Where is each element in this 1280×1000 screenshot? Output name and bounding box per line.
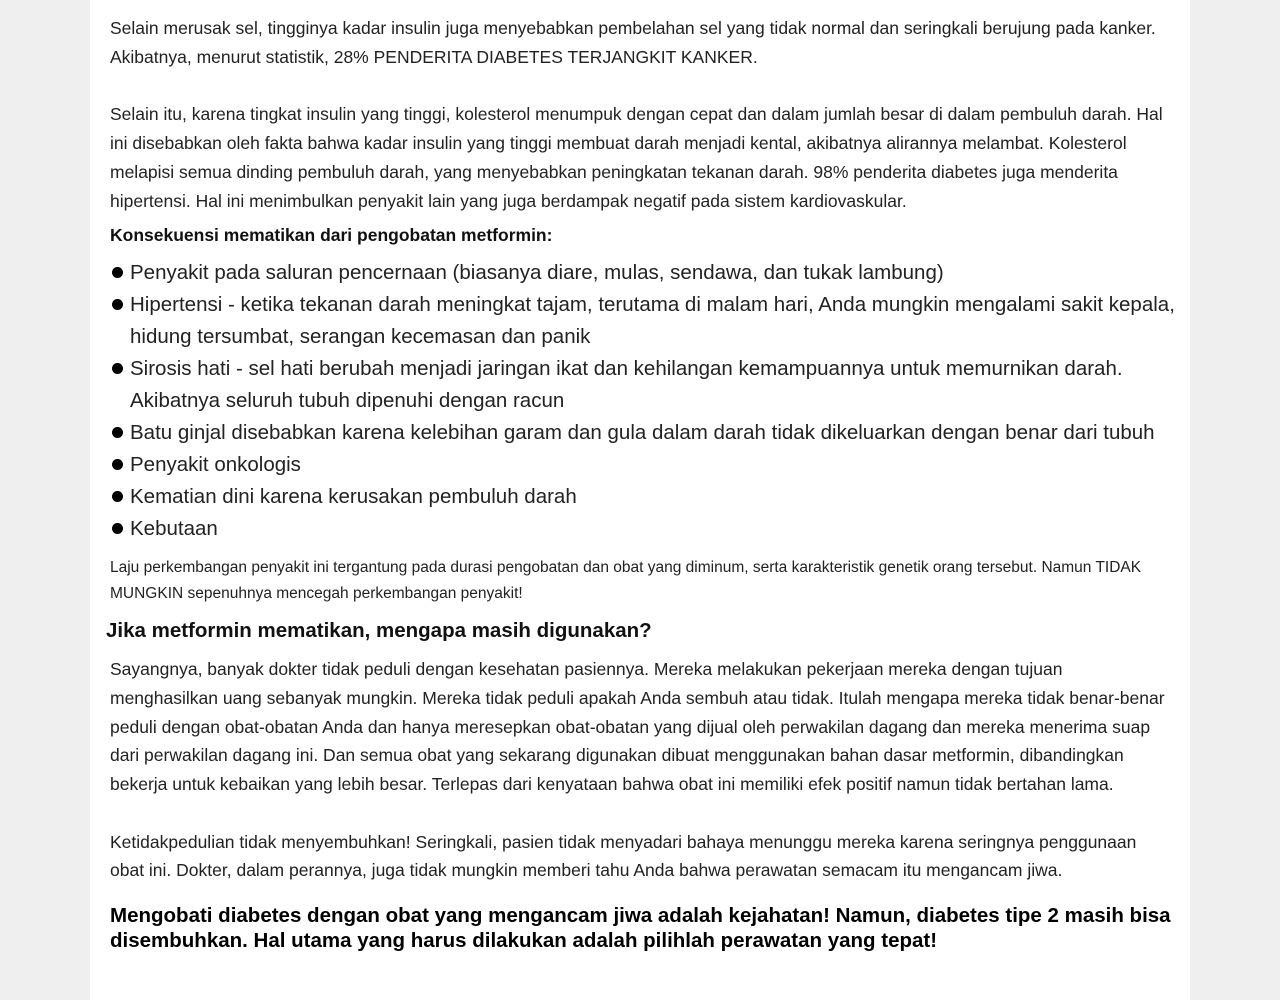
list-item-text: Hipertensi - ketika tekanan darah meningkat tajam, terutama di malam hari, Anda mungkin mengalami sakit kepala, hidung tersumbat, serangan kecemasan dan panik	[130, 293, 1175, 349]
consequences-list	[110, 257, 1175, 545]
bullet-icon	[112, 459, 123, 470]
list-item	[110, 513, 1175, 545]
list-item-text: Penyakit onkologis	[130, 453, 301, 477]
paragraph-cholesterol-hypertension: Selain itu, karena tingkat insulin yang tinggi, kolesterol menumpuk dengan cepat dan dalam jumlah besar di dalam pembuluh darah. Hal ini disebabkan oleh fakta bahwa kadar insulin yang tinggi membuat darah menjadi kental, akibatnya alirannya melambat. Kolesterol melapisi semua dinding pembuluh darah, yang menyebabkan peningkatan tekanan darah. 98% penderita diabetes juga menderita hipertensi. Hal ini menimbulkan penyakit lain yang juga berdampak negatif pada sistem kardiovaskular.	[110, 104, 1163, 211]
article-page	[90, 0, 1190, 1000]
disease-progression-note: Laju perkembangan penyakit ini tergantung pada durasi pengobatan dan obat yang diminum, serta karakteristik genetik orang tersebut. Namun TIDAK MUNGKIN sepenuhnya mencegah perkembangan penyakit!	[110, 559, 1142, 603]
paragraph-indifference: Ketidakpedulian tidak menyembuhkan! Seringkali, pasien tidak menyadari bahaya menunggu mereka karena seringnya penggunaan obat ini. Dokter, dalam perannya, juga tidak mungkin memberi tahu Anda bahwa perawatan semacam itu mengancam jiwa.	[110, 831, 1137, 881]
list-item	[110, 289, 1175, 353]
list-item	[110, 257, 1175, 289]
bullet-icon	[112, 427, 123, 438]
article-content	[106, 14, 1175, 953]
paragraph-insulin-cancer: Selain merusak sel, tingginya kadar insulin juga menyebabkan pembelahan sel yang tidak normal dan seringkali berujung pada kanker. Akibatnya, menurut statistik, 28% PENDERITA DIABETES TERJANGKIT KANKER.	[110, 18, 1156, 67]
list-item-text: Sirosis hati - sel hati berubah menjadi jaringan ikat dan kehilangan kemampuannya untuk memurnikan darah. Akibatnya seluruh tubuh dipenuhi dengan racun	[130, 357, 1123, 413]
list-item-text: Batu ginjal disebabkan karena kelebihan garam dan gula dalam darah tidak dikeluarkan dengan benar dari tubuh	[130, 421, 1155, 445]
bullet-icon	[112, 267, 123, 278]
consequences-subheading: Konsekuensi mematikan dari pengobatan metformin:	[110, 225, 553, 246]
list-item	[110, 481, 1175, 513]
list-item	[110, 353, 1175, 417]
bullet-icon	[112, 523, 123, 534]
paragraph-doctors: Sayangnya, banyak dokter tidak peduli dengan kesehatan pasiennya. Mereka melakukan pekerjaan mereka dengan tujuan menghasilkan uang sebanyak mungkin. Mereka tidak peduli apakah Anda sembuh atau tidak. Itulah mengapa mereka tidak benar-benar peduli dengan obat-obatan Anda dan hanya meresepkan obat-obatan yang dijual oleh perwakilan dagang dan mereka menerima suap dari perwakilan dagang ini. Dan semua obat yang sekarang digunakan dibuat menggunakan bahan dasar metformin, dibandingkan bekerja untuk kebaikan yang lebih besar. Terlepas dari kenyataan bahwa obat ini memiliki efek positif namun tidak bertahan lama.	[110, 659, 1165, 795]
final-statement: Mengobati diabetes dengan obat yang mengancam jiwa adalah kejahatan! Namun, diabetes tipe 2 masih bisa disembuhkan. Hal utama yang harus dilakukan adalah pilihlah perawatan yang tepat!	[110, 904, 1171, 953]
list-item	[110, 449, 1175, 481]
list-item-text: Kematian dini karena kerusakan pembuluh darah	[130, 485, 577, 509]
list-item-text: Kebutaan	[130, 517, 218, 541]
list-item-text: Penyakit pada saluran pencernaan (biasanya diare, mulas, sendawa, dan tukak lambung)	[130, 261, 944, 285]
section-heading: Jika metformin mematikan, mengapa masih digunakan?	[106, 619, 652, 643]
bullet-icon	[112, 299, 123, 310]
bullet-icon	[112, 363, 123, 374]
bullet-icon	[112, 491, 123, 502]
list-item	[110, 417, 1175, 449]
